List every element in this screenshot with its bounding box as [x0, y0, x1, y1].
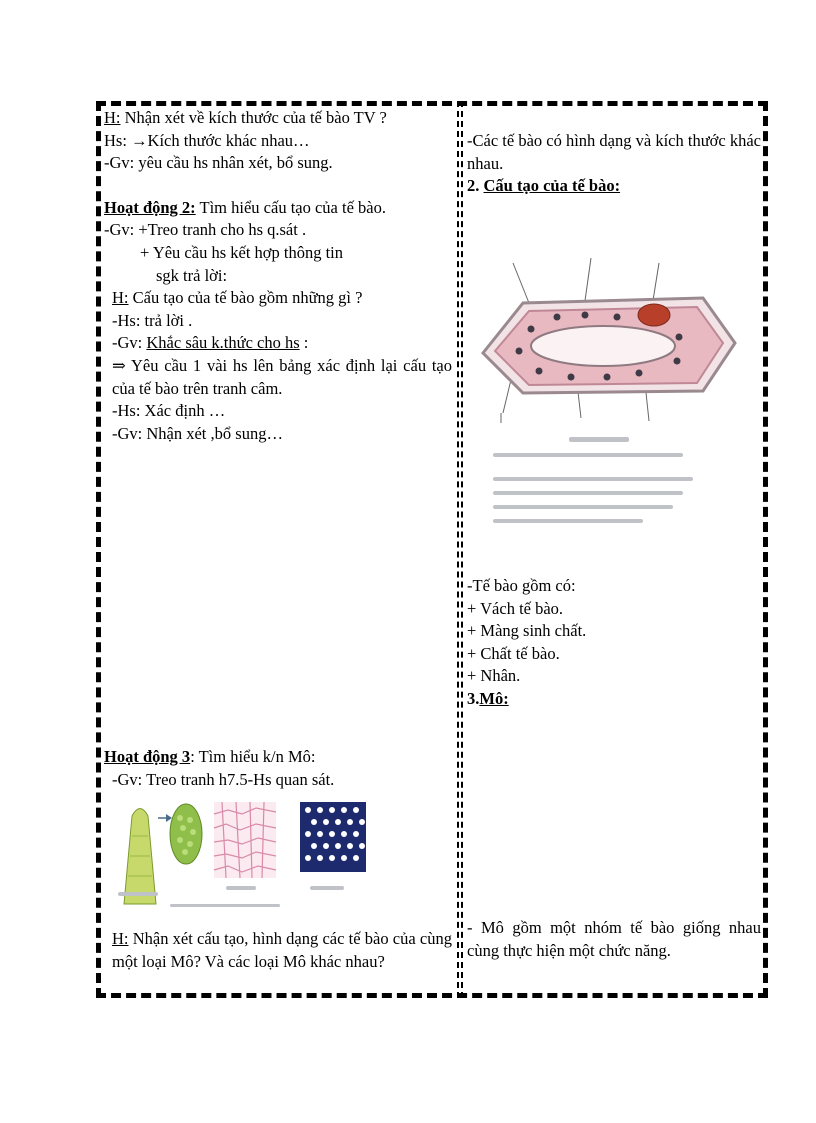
cell-parts-intro: -Tế bào gồm có:: [467, 576, 576, 595]
activity-3-label: Hoạt động 3: [104, 747, 191, 766]
activity-2-heading: [104, 197, 452, 220]
teacher-deepen-text: Khắc sâu k.thức cho hs: [146, 333, 300, 353]
teacher-request-answer: sgk trả lời:: [156, 265, 228, 285]
teacher-hang-picture: -Gv: +Treo tranh cho hs q.sát .: [104, 220, 307, 240]
cell-part-wall: + Vách tế bào.: [467, 598, 564, 618]
student-answer: Hs: →Kích thước khác nhau…: [104, 130, 310, 150]
plant-cell-diagram: [473, 243, 743, 548]
cell-part-membrane: + Màng sinh chất.: [467, 621, 587, 641]
cell-part-cytoplasm: + Chất tế bào.: [467, 643, 560, 663]
section-3-title: Mô:: [479, 688, 509, 708]
left-column: [104, 107, 452, 445]
teacher-prefix: -Gv:: [112, 333, 147, 353]
question-structure: [104, 287, 452, 310]
cell-part-nucleus: + Nhân.: [467, 666, 521, 686]
student-identify: -Hs: Xác định …: [112, 401, 226, 421]
question-text: Nhận xét về kích thước của tế bào TV ?: [120, 108, 387, 127]
teacher-request-info: + Yêu cầu hs kết hợp thông tin: [140, 242, 344, 262]
question-text: Nhận xét cấu tạo, hình dạng các tế bào của cùng một loại Mô? Và các loại Mô khác nhau?: [112, 929, 452, 971]
question-label: H:: [112, 288, 129, 308]
soft-tissue-image: [214, 802, 276, 878]
right-column: [467, 130, 761, 198]
activity-2-text: Tìm hiểu cấu tạo của tế bào.: [195, 197, 386, 217]
question-tissue: [104, 928, 452, 973]
tissue-definition-block: [467, 917, 761, 962]
tissue-figure: [110, 796, 370, 918]
activity-3-text: : Tìm hiểu k/n Mô:: [190, 747, 316, 766]
section-2-heading: [467, 175, 761, 198]
teacher-deepen: [104, 332, 452, 355]
section-3-heading: [467, 688, 761, 711]
growth-tissue-image: [124, 804, 202, 904]
activity-3-heading: [104, 746, 452, 769]
tissue-definition: - Mô gồm một nhóm tế bào giống nhau cùng thực hiện một chức năng.: [467, 918, 761, 960]
column-divider: [457, 101, 463, 998]
vacuole: [531, 326, 675, 366]
cell-parts-block: [467, 575, 761, 711]
section-2-title: Cấu tạo của tế bào:: [483, 176, 621, 196]
question-text: Cấu tạo của tế bào gồm những gì ?: [128, 288, 363, 308]
cell-shape-note: -Các tế bào có hình dạng và kích thước khác nhau.: [467, 131, 761, 173]
student-answer: -Hs: trả lời .: [112, 310, 193, 330]
hard-tissue-image: [300, 802, 366, 872]
question-label: H:: [112, 929, 129, 948]
section-2-number: 2.: [467, 176, 484, 196]
nucleus: [638, 304, 670, 326]
question-tissue-block: [104, 928, 452, 973]
question-label: H:: [104, 108, 121, 127]
teacher-instruction: ⇒ Yêu cầu 1 vài hs lên bảng xác định lại cấu tạo của tế bào trên tranh câm.: [112, 355, 452, 398]
teacher-comment: -Gv: Nhận xét ,bổ sung…: [112, 423, 283, 443]
question-size: [104, 107, 452, 130]
teacher-hang-h75: -Gv: Treo tranh h7.5-Hs quan sát.: [112, 769, 335, 789]
activity-2-label: Hoạt động 2:: [104, 197, 196, 217]
section-3-number: 3.: [467, 688, 480, 708]
activity-3-block: [104, 746, 452, 791]
teacher-suffix: :: [299, 333, 309, 353]
teacher-request: -Gv: yêu cầu hs nhân xét, bổ sung.: [104, 153, 333, 173]
